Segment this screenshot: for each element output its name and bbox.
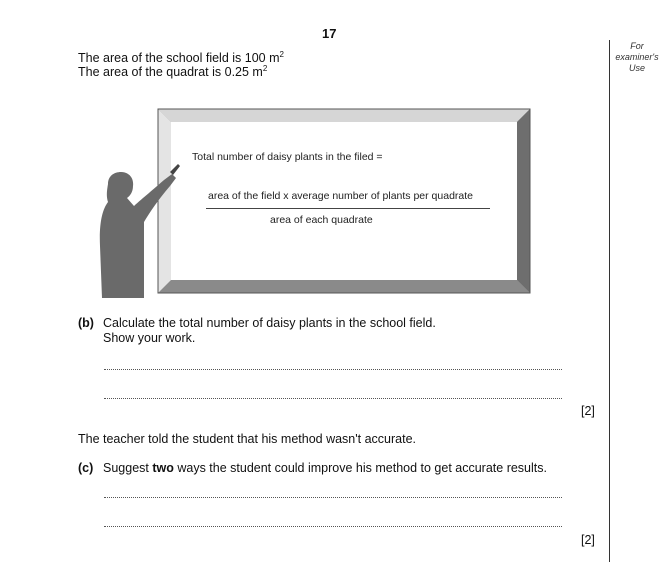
board-fraction-bar bbox=[206, 208, 490, 209]
part-b-label: (b) bbox=[78, 316, 94, 330]
board-formula-denominator: area of each quadrate bbox=[270, 214, 373, 226]
answer-line[interactable] bbox=[104, 369, 562, 370]
answer-line[interactable] bbox=[104, 497, 562, 498]
board-bevel-right bbox=[517, 109, 530, 293]
board-bevel-left bbox=[158, 109, 171, 293]
part-c-label: (c) bbox=[78, 461, 94, 475]
part-b-question-line-2: Show your work. bbox=[103, 331, 196, 345]
board-bevel-bottom bbox=[158, 280, 530, 293]
examiner-label-line-2: examiner's bbox=[615, 52, 659, 62]
part-c-question: Suggest two ways the student could improve his method to get accurate results. bbox=[103, 461, 547, 475]
page-number: 17 bbox=[322, 26, 337, 41]
board-bevel-top bbox=[158, 109, 530, 122]
part-b-question-line-1: Calculate the total number of daisy plants in the school field. bbox=[103, 316, 436, 330]
board-formula-numerator: area of the field x average number of plants per quadrate bbox=[208, 190, 474, 202]
answer-line[interactable] bbox=[104, 526, 562, 527]
board-formula-title: Total number of daisy plants in the filed = bbox=[192, 151, 383, 163]
field-area-statement: The area of the school field is 100 $m^2$ bbox=[78, 50, 284, 65]
blackboard-illustration bbox=[92, 106, 542, 306]
quadrat-area-statement: The area of the quadrat is 0.25 $m^2$ bbox=[78, 64, 268, 79]
examiner-label-line-1: For bbox=[630, 41, 644, 51]
teacher-note: The teacher told the student that his method wasn't accurate. bbox=[78, 432, 417, 446]
examiner-label-line-3: Use bbox=[628, 63, 645, 73]
part-b-marks: [2] bbox=[581, 404, 595, 418]
examiner-column-divider bbox=[609, 40, 610, 562]
answer-line[interactable] bbox=[104, 398, 562, 399]
part-c-marks: [2] bbox=[581, 533, 595, 547]
examiner-use-label bbox=[612, 41, 662, 74]
